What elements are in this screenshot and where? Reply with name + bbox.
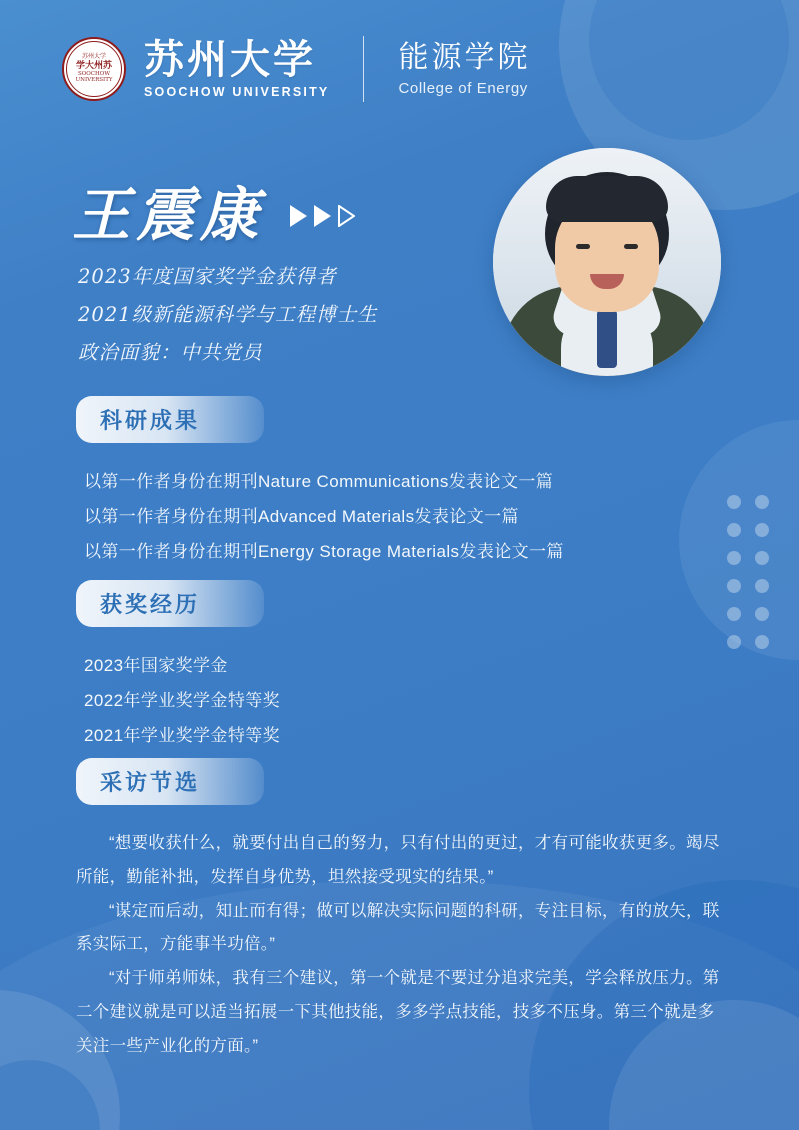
quote-paragraph: “谋定而后动，知止而有得；做可以解决实际问题的科研，专注目标，有的放矢，联系实际工，方能事半功倍。” bbox=[76, 901, 720, 954]
list-item: 以第一作者身份在期刊Energy Storage Materials发表论文一篇 bbox=[84, 541, 564, 561]
list-item: 2022年学业奖学金特等奖 bbox=[84, 690, 281, 710]
college-name-cn: 能源学院 bbox=[398, 40, 531, 75]
profile-meta bbox=[78, 258, 508, 372]
list-item: 以第一作者身份在期刊Advanced Materials发表论文一篇 bbox=[84, 506, 519, 526]
university-name-cn: 苏州大学 bbox=[144, 36, 316, 83]
quote-paragraph: “对于师弟师妹，我有三个建议，第一个就是不要过分追求完美，学会释放压力。第二个建议就是可以适当拓展一下其他技能，多多学点技能，技多不压身。第三个就是多关注一些产业化的方面。” bbox=[76, 969, 720, 1055]
university-name-block bbox=[144, 36, 330, 99]
section-title-research: 科研成果 bbox=[76, 396, 264, 443]
section-body-interview bbox=[76, 827, 724, 1064]
play-arrow-outline-icon bbox=[338, 205, 355, 227]
section-interview bbox=[76, 758, 724, 1064]
section-body-research bbox=[76, 465, 564, 570]
list-item: 2021年学业奖学金特等奖 bbox=[84, 725, 281, 745]
header-divider bbox=[363, 36, 364, 102]
college-name-en: College of Energy bbox=[398, 80, 528, 97]
crest-top-text: 苏州大学 bbox=[81, 53, 106, 61]
crest-mid-text: 学大州苏 bbox=[75, 60, 112, 71]
university-name-en: SOOCHOW UNIVERSITY bbox=[144, 85, 330, 99]
profile-name: 王震康 bbox=[72, 181, 265, 249]
section-body-awards bbox=[76, 649, 280, 754]
profile-photo bbox=[493, 148, 721, 376]
arrow-group-icon bbox=[290, 205, 355, 227]
quote-paragraph: “想要收获什么，就要付出自己的努力，只有付出的更过，才有可能收获更多。竭尽所能，勤能补拙，发挥自身优势，坦然接受现实的结果。” bbox=[76, 834, 720, 886]
decorative-circle-top-right-2 bbox=[589, 0, 789, 140]
section-research bbox=[76, 396, 564, 570]
play-arrow-icon-1 bbox=[290, 205, 307, 227]
college-name-block bbox=[398, 41, 530, 97]
profile-meta-line: 2021级新能源科学与工程博士生 bbox=[78, 303, 378, 327]
list-item: 以第一作者身份在期刊Nature Communications发表论文一篇 bbox=[84, 472, 554, 491]
university-crest-icon bbox=[62, 37, 126, 101]
section-title-awards: 获奖经历 bbox=[76, 580, 264, 627]
profile-name-row bbox=[72, 168, 355, 252]
list-item: 2023年国家奖学金 bbox=[84, 656, 228, 675]
profile-meta-line: 政治面貌：中共党员 bbox=[78, 341, 263, 365]
section-awards bbox=[76, 580, 280, 754]
profile-meta-line: 2023年度国家奖学金获得者 bbox=[78, 265, 337, 288]
header bbox=[62, 36, 530, 102]
play-arrow-icon-2 bbox=[314, 205, 331, 227]
section-title-interview: 采访节选 bbox=[76, 758, 264, 805]
crest-bottom-text: SOOCHOW UNIVERSITY bbox=[75, 71, 113, 83]
decorative-dot-grid bbox=[727, 495, 769, 649]
